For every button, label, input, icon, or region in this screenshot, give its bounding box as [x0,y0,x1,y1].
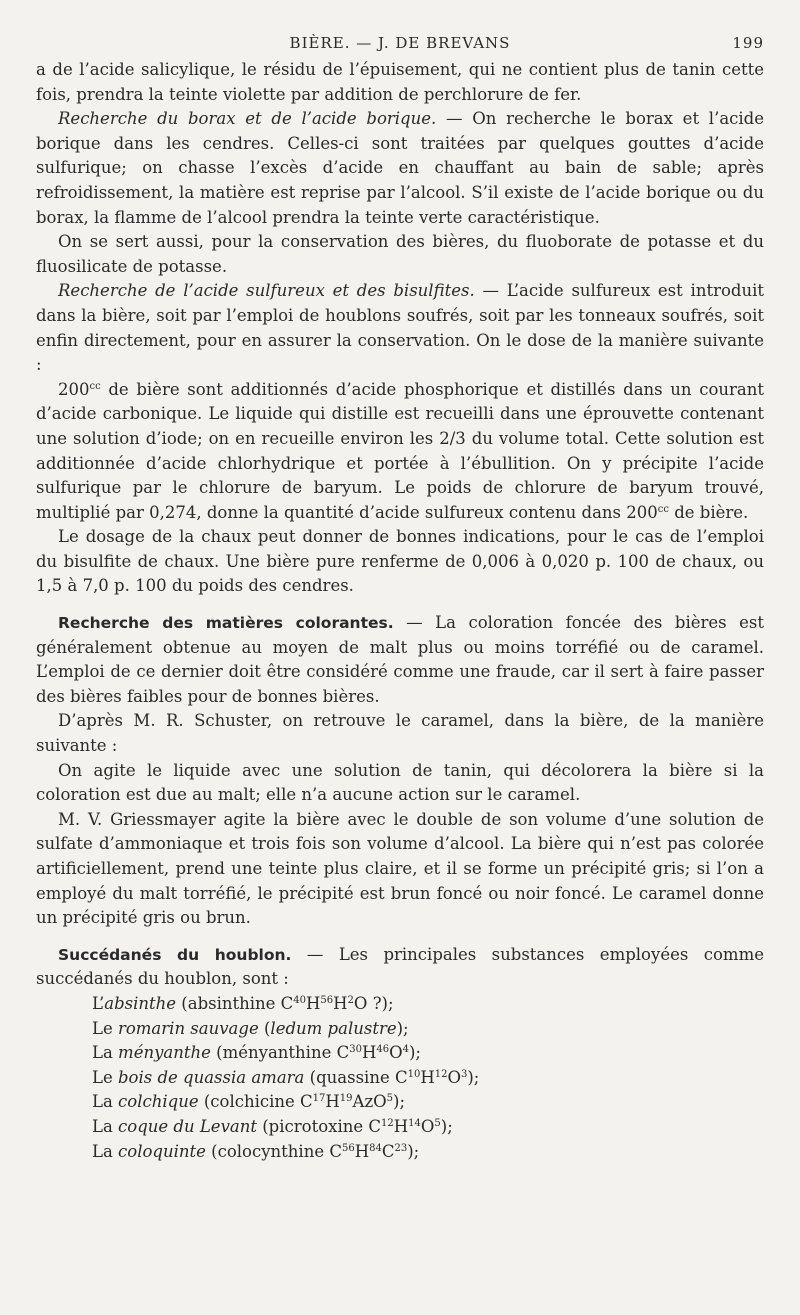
paragraph-text: — Les principales substances employées comme succédanés du houblon, sont : [36,944,764,989]
unit: cc [89,380,101,392]
paragraph: M. V. Griessmayer agite la bière avec le double de son volume d’une solution de sulfate d’ammoniaque et trois fois son volume d’alcool. La bière qui n’est pas colorée artificiellement, prend une teinte plus claire, et il se forme un précipité gris; si l’on a employé du malt torréfié, le précipité est brun foncé ou noir foncé. Le caramel donne un précipité gris ou brun. [36,809,764,928]
paragraph-heading: Recherche du borax et de l’acide borique. [58,109,437,129]
paragraph: a de l’acide salicylique, le résidu de l’épuisement, qui ne contient plus de tanin cette fois, prendra la teinte violette par addition de perchlorure de fer. [36,60,764,104]
quantity: 200 [626,502,658,522]
header-title: BIÈRE. — J. DE BREVANS [289,34,511,52]
list-item: La ményanthe (ményanthine $C^{30}H^{46}O^4$); [92,1043,421,1063]
paragraph [36,378,764,526]
page [36,30,764,1164]
list-item: Le bois de quassia amara (quassine $C^{10}H^{12}O^3$); [92,1067,480,1087]
paragraph: On se sert aussi, pour la conservation des bières, du fluoborate de potasse et du fluosilicate de potasse. [36,232,764,276]
section-heading: Recherche des matières colorantes. [58,614,394,633]
paragraph-text: — La coloration foncée des bières est généralement obtenue au moyen de malt plus ou moins torréfié ou de caramel. L’emploi de ce dernier doit être considéré comme une fraude, car il sert à faire passer des bières faibles pour de bonnes bières. [36,613,764,706]
list-item: La colchique (colchicine $C^{17}H^{19}AzO^5$); [92,1092,406,1112]
paragraph [36,943,764,992]
page-number: 199 [732,34,764,52]
unit: cc [657,503,669,515]
paragraph-heading: Recherche de l’acide sulfureux et des bisulfites. [58,281,475,301]
list-item: Le romarin sauvage (ledum palustre); [92,1018,409,1038]
paragraph: Le dosage de la chaux peut donner de bonnes indications, pour le cas de l’emploi du bisulfite de chaux. Une bière pure renferme de 0,006 à 0,020 p. 100 de chaux, ou 1,5 à 7,0 p. 100 du poids des cendres. [36,527,764,596]
running-header [36,30,764,58]
quantity: 200 [58,379,90,399]
paragraph-text: de bière sont additionnés d’acide phosphorique et distillés dans un courant d’acide carbonique. Le liquide qui distille est recueilli dans une éprouvette contenant une solution d’iode; on en recueille environ les 2/3 du volume total. Cette solution est additionnée d’acide chlorhydrique et portée à l’ébullition. On y précipite l’acide sulfurique par le chlorure de baryum. Le poids de chlorure de baryum trouvé, multiplié par 0,274, donne la quantité d’acide sulfureux contenu dans [36,379,764,522]
paragraph-text: — On recherche le borax et l’acide borique dans les cendres. Celles-ci sont traitées par quelques gouttes d’acide sulfurique; on chasse l’excès d’acide en chauffant au bain de sable; après refroidissement, la matière est reprise par l’alcool. S’il existe de l’acide borique ou du borax, la flamme de l’alcool prendra la teinte verte caractéristique. [36,109,765,227]
paragraph [36,611,764,709]
substitutes-list [36,992,764,1164]
paragraph [36,279,764,377]
section-heading: Succédanés du houblon. [58,945,292,964]
paragraph-text: de bière. [668,502,749,522]
paragraph: D’après M. R. Schuster, on retrouve le caramel, dans la bière, de la manière suivante : [36,711,764,756]
list-item: La coloquinte (colocynthine $C^{56}H^{84}C^{23}$); [92,1141,420,1161]
list-item: La coque du Levant (picrotoxine $C^{12}H^{14}O^5$); [92,1116,453,1136]
paragraph [36,107,764,230]
paragraph: On agite le liquide avec une solution de tanin, qui décolorera la bière si la coloration est due au malt; elle n’a aucune action sur le caramel. [36,760,764,805]
list-item: L’absinthe (absinthine $C^{40}H^{56}H^2O$ ?); [92,993,394,1013]
paragraph-text: — L’acide sulfureux est introduit dans la bière, soit par l’emploi de houblons soufrés, soit par les tonneaux soufrés, soit enfin directement, pour en assurer la conservation. On le dose de la manière suivante : [36,281,764,375]
